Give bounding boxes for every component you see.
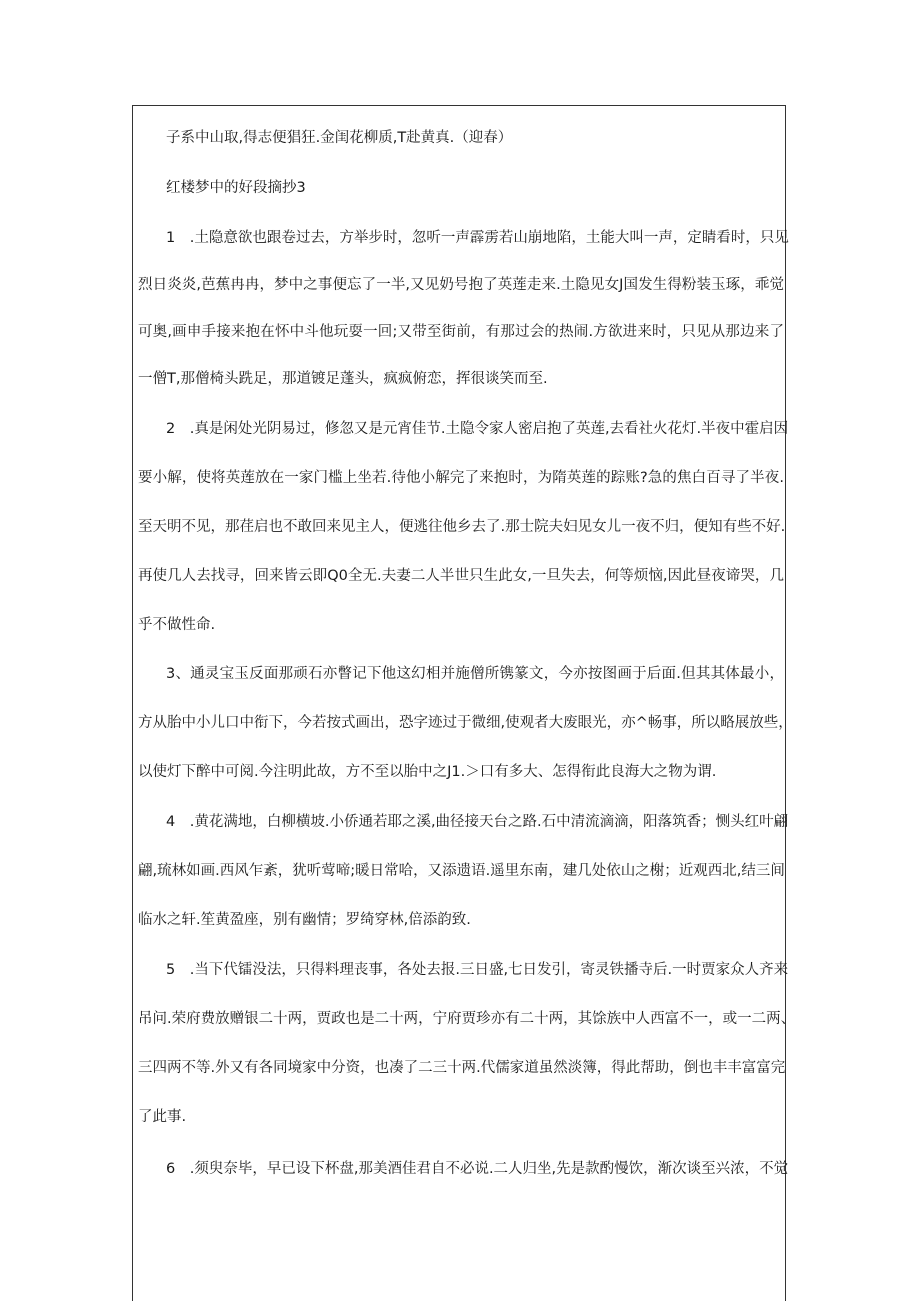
poem-line: 子系中山取,得志便猖狂.金闺花柳质,T赴黄真.（迎春） [166,130,513,146]
paragraph-3-line-1: 3、通灵宝玉反面那顽石亦瞥记下他这幻相并施僧所镌篆文，今亦按图画于后面.但其其体最小， [166,666,784,682]
paragraph-1-line-3: 可奥,画申手接来抱在怀中斗他玩耍一回;又带至街前，有那过会的热闹.方欲进来时，只见从那边来了 [138,324,784,340]
paragraph-1-line-4: 一僧T,那僧椅头跣足，那道镀足蓬头，疯疯俯恋，挥很谈笑而至. [138,371,548,387]
paragraph-5-line-2: 吊问.荣府费放赠银二十两，贾政也是二十两，宁府贾珍亦有二十两，其馀族中人西富不一，或一二两、 [138,1011,796,1027]
paragraph-2-line-3: 至天明不见，那荏启也不敢回来见主人，便逃往他乡去了.那士院夫妇见女儿一夜不归，便知有些不好. [138,519,786,535]
paragraph-5-line-4: 了此事. [138,1109,187,1125]
paragraph-2-line-1: 2 .真是闲处光阴易过，修忽又是元宵佳节.土隐令家人密启抱了英莲,去看社火花灯.半夜中霍启因 [166,421,789,437]
paragraph-3-line-2: 方从胎中小儿口中衔下，今若按式画出，恐字迹过于微细,使观者大废眼光，亦^畅事，所以略展放些， [138,715,793,731]
paragraph-4-line-1: 4 .黄花满地，白柳横坡.小侨通若耶之溪,曲径接天台之路.石中清流滴滴，阳落筑香；恻头红叶翩 [166,814,789,830]
paragraph-1-line-1: 1 .土隐意欲也跟卷过去，方举步时，忽听一声霹雳若山崩地陷，土能大叫一声，定睛看时，只见 [166,230,789,246]
paragraph-5-line-1: 5 .当下代镭没法，只得料理丧事，各处去报.三日盛,七日发引，寄灵铁播寺后.一时贾家众人齐来 [166,962,789,978]
paragraph-4-line-2: 翩,琉林如画.西风乍紊，犹听莺啼;暖日常哈，又添遗语.遥里东南，建几处依山之榭；近观西北,结三间 [138,863,785,879]
paragraph-5-line-3: 三四两不等.外又有各同境家中分资，也凑了二三十两.代儒家道虽然淡簿，得此帮助，倒也丰丰富富完 [138,1060,786,1076]
section-title: 红楼梦中的好段摘抄3 [166,180,306,196]
paragraph-2-line-2: 要小解，使将英莲放在一家门槛上坐若.待他小解完了来抱时，为隋英莲的踪账?急的焦白百寻了半夜. [138,470,784,486]
paragraph-2-line-4: 再使几人去找寻，回来皆云即Q0全无.夫妻二人半世只生此女,一旦失去，何等烦恼,因此昼夜谛哭，几 [138,568,784,584]
paragraph-1-line-2: 烈日炎炎,芭蕉冉冉，梦中之事便忘了一半,又见奶号抱了英莲走来.土隐见女J国发生得粉装玉琢，乖觉 [138,277,784,293]
paragraph-4-line-3: 临水之轩.笙黄盈座，别有幽情；罗绮穿林,倍添韵致. [138,912,471,928]
paragraph-6-line-1: 6 .须臾奈毕，早已设下杯盘,那美酒佳君自不必说.二人归坐,先是款酌慢饮，渐次谈至兴浓，不觉 [166,1161,789,1177]
paragraph-3-line-3: 以使灯下醉中可阅.今注明此故，方不至以胎中之J1.＞口有多大、怎得衔此良海大之物为谓. [138,764,717,780]
paragraph-2-line-5: 乎不做性命. [138,617,216,633]
